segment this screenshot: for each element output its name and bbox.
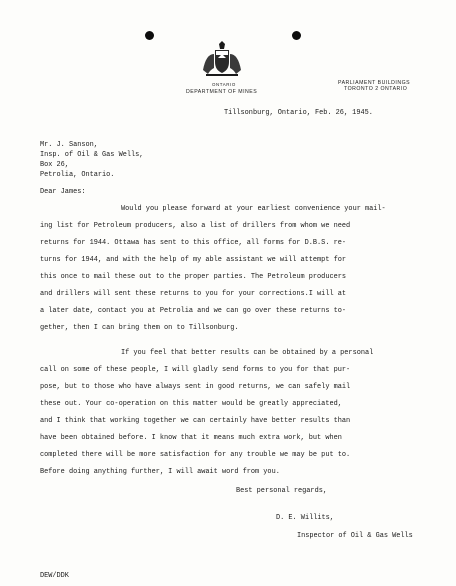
signature-name: D. E. Willits, (276, 514, 334, 522)
letterhead-address-line1: PARLIAMENT BUILDINGS (338, 80, 411, 86)
paragraph2-line: completed there will be more satisfaction for any trouble we may be put to. (40, 451, 351, 459)
ontario-coat-of-arms-icon (200, 40, 244, 78)
typist-initials: DEW/DDK (40, 572, 69, 580)
paragraph1-line: returns for 1944. Ottawa has sent to this office, all forms for D.B.S. re- (40, 239, 346, 247)
paragraph1-line: a later date, contact you at Petrolia and we can go over these returns to- (40, 307, 346, 315)
recipient-line: Insp. of Oil & Gas Wells, (40, 151, 144, 159)
punch-hole-right (292, 31, 301, 40)
paragraph2-line: have been obtained before. I know that it means much extra work, but when (40, 434, 342, 442)
paragraph2-line: these out. Your co-operation on this matter would be greatly appreciated, (40, 400, 342, 408)
paragraph1-line: gether, then I can bring them on to Tillsonburg. (40, 324, 239, 332)
paragraph1-line: Would you please forward at your earliest convenience your mail- (121, 205, 386, 213)
paragraph2-line: and I think that working together we can certainly have better results than (40, 417, 351, 425)
recipient-line: Petrolia, Ontario. (40, 171, 115, 179)
letterhead-province: ONTARIO (212, 82, 236, 87)
recipient-line: Mr. J. Sanson, (40, 141, 98, 149)
signature-title: Inspector of Oil & Gas Wells (297, 532, 413, 540)
paragraph2-line: call on some of these people, I will gladly send forms to you for that pur- (40, 366, 351, 374)
paragraph2-line: Before doing anything further, I will await word from you. (40, 468, 280, 476)
paragraph2-line: pose, but to those who have always sent in good returns, we can safely mail (40, 383, 351, 391)
paragraph1-line: this once to mail these out to the proper parties. The Petroleum producers (40, 273, 346, 281)
salutation: Dear James: (40, 188, 86, 196)
closing: Best personal regards, (236, 487, 327, 495)
punch-hole-left (145, 31, 154, 40)
letterhead-department: DEPARTMENT OF MINES (186, 89, 258, 95)
paragraph1-line: and drillers will sent these returns to you for your corrections.I will at (40, 290, 346, 298)
letterhead-address-line2: TORONTO 2 ONTARIO (344, 86, 408, 92)
paragraph2-line: If you feel that better results can be obtained by a personal (121, 349, 374, 357)
paragraph1-line: ing list for Petroleum producers, also a list of drillers from whom we need (40, 222, 351, 230)
date-line: Tillsonburg, Ontario, Feb. 26, 1945. (224, 109, 373, 117)
paragraph1-line: turns for 1944, and with the help of my able assistant we will attempt for (40, 256, 346, 264)
recipient-line: Box 26, (40, 161, 69, 169)
